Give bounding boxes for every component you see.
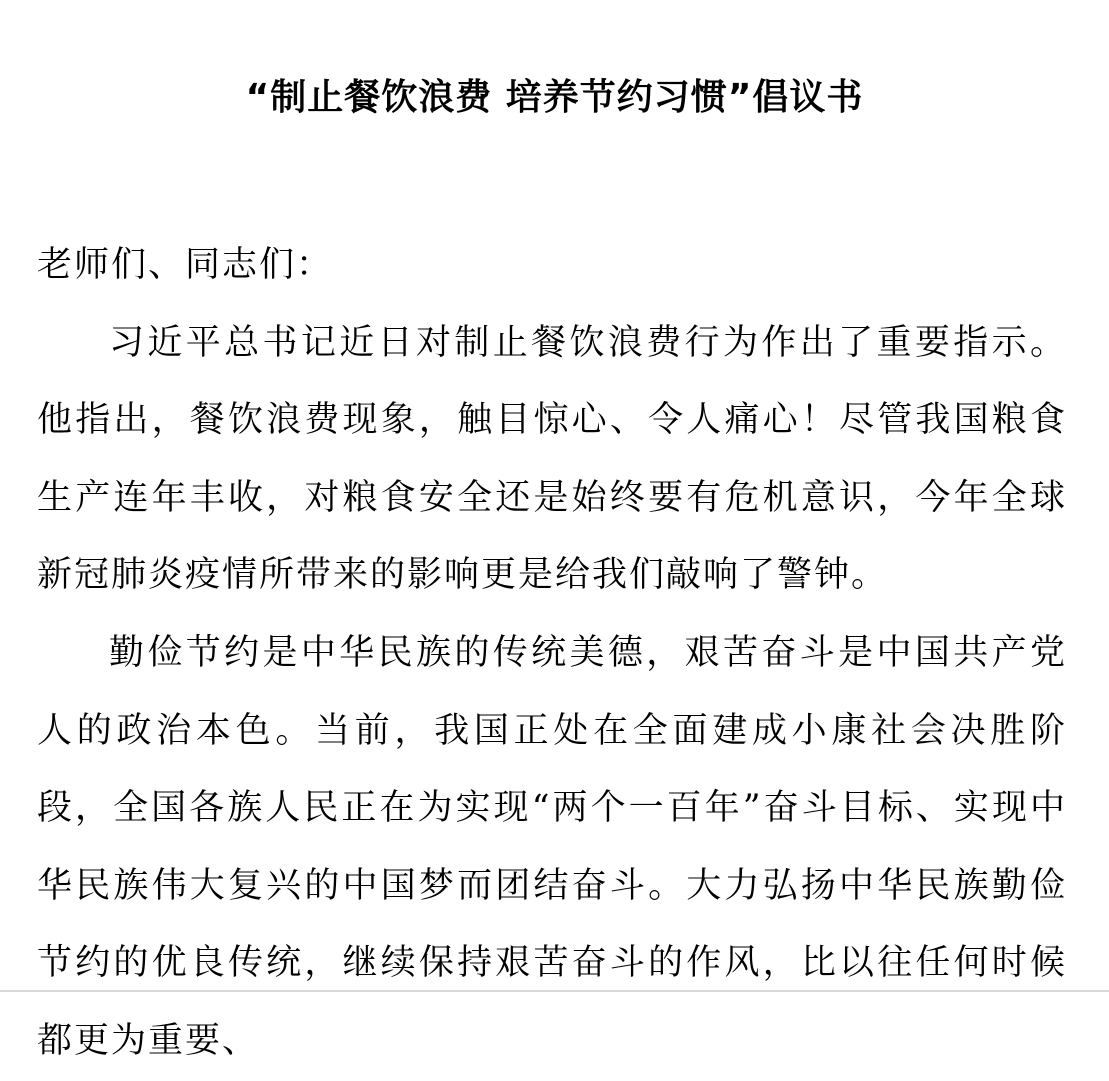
salutation: 老师们、同志们： (37, 245, 334, 285)
document-title: “制止餐饮浪费 培养节约习惯”倡议书 (245, 77, 864, 118)
paragraph-1: 习近平总书记近日对制止餐饮浪费行为作出了重要指示。他指出，餐饮浪费现象，触目惊心、令人痛心！尽管我国粮食生产连年丰收，对粮食安全还是始终要有危机意识，今年全球新冠肺炎疫情所带来的影响更是给我们敲响了警钟。 (37, 322, 1067, 596)
document-body (37, 227, 1067, 1081)
paragraph-2: 勤俭节约是中华民族的传统美德，艰苦奋斗是中国共产党人的政治本色。当前，我国正处在全面建成小康社会决胜阶段，全国各族人民正在为实现“两个一百年”奋斗目标、实现中华民族伟大复兴的中国梦而团结奋斗。大力弘扬中华民族勤俭节约的优良传统，继续保持艰苦奋斗的作风，比以往任何时候都更为重要、 (37, 632, 1067, 1061)
